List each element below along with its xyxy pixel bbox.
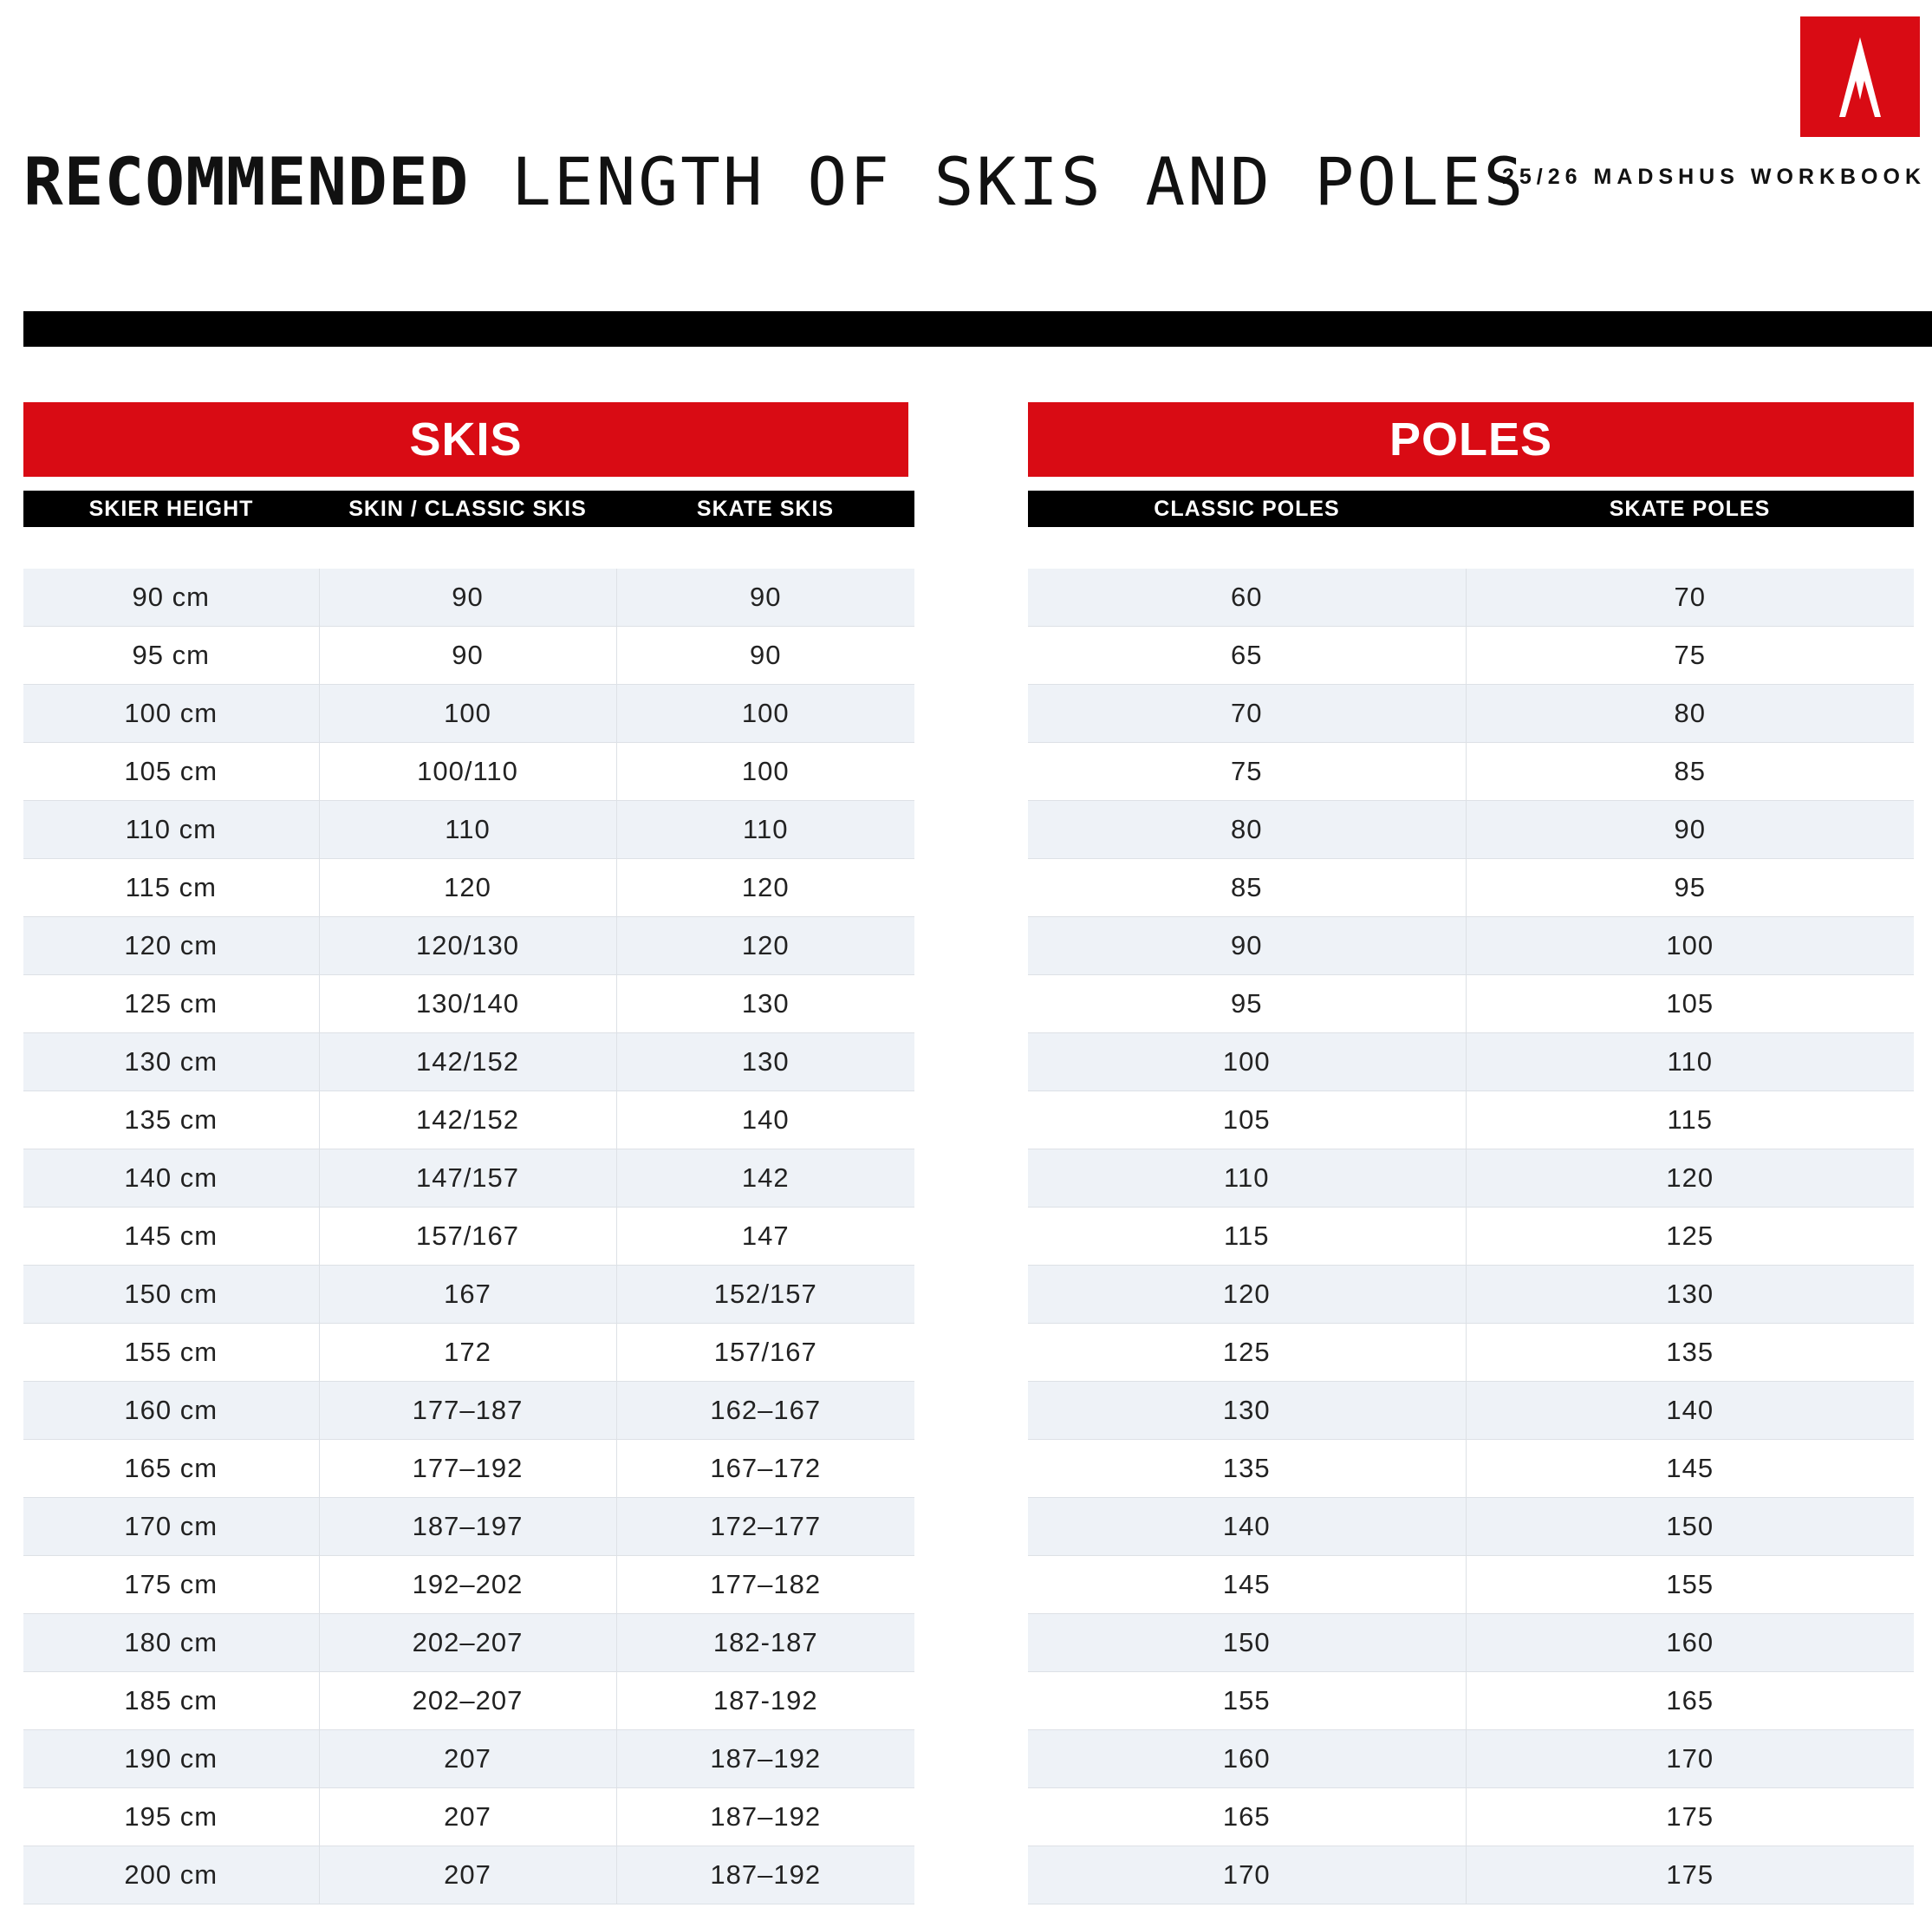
poles-row [1028,917,1914,975]
poles-cell: 160 [1466,1614,1914,1672]
poles-table-body [1028,569,1914,1904]
poles-row [1028,685,1914,743]
poles-row [1028,1324,1914,1382]
skis-cell: 120 [616,917,914,975]
skis-cell: 125 cm [23,975,319,1033]
skis-cell: 130 [616,975,914,1033]
skis-cell: 195 cm [23,1788,319,1846]
skis-row [23,1846,914,1904]
skis-cell: 90 [616,569,914,627]
poles-cell: 120 [1028,1266,1466,1324]
poles-row [1028,1208,1914,1266]
poles-row [1028,1556,1914,1614]
poles-cell: 70 [1028,685,1466,743]
skis-row [23,1556,914,1614]
poles-cell: 160 [1028,1730,1466,1788]
skis-cell: 200 cm [23,1846,319,1904]
skis-cell: 187-192 [616,1672,914,1730]
skis-cell: 142/152 [319,1033,616,1091]
poles-panel [1028,402,1914,1904]
skis-cell: 100 [616,743,914,801]
poles-cell: 150 [1466,1498,1914,1556]
poles-cell: 170 [1466,1730,1914,1788]
skis-cell: 177–182 [616,1556,914,1614]
poles-cell: 110 [1028,1149,1466,1208]
poles-table [1028,569,1914,1904]
skis-row [23,1324,914,1382]
skis-cell: 110 [319,801,616,859]
skis-cell: 175 cm [23,1556,319,1614]
poles-cell: 125 [1466,1208,1914,1266]
poles-row [1028,743,1914,801]
poles-row [1028,1382,1914,1440]
skis-cell: 142/152 [319,1091,616,1149]
poles-cell: 85 [1028,859,1466,917]
poles-cell: 165 [1028,1788,1466,1846]
skis-cell: 192–202 [319,1556,616,1614]
poles-row [1028,859,1914,917]
skis-row [23,1149,914,1208]
poles-row [1028,801,1914,859]
skis-row [23,1382,914,1440]
skis-cell: 100 [319,685,616,743]
skis-cell: 150 cm [23,1266,319,1324]
skis-row [23,859,914,917]
poles-cell: 60 [1028,569,1466,627]
skis-row [23,801,914,859]
skis-cell: 170 cm [23,1498,319,1556]
poles-cell: 110 [1466,1033,1914,1091]
skis-row [23,1672,914,1730]
skis-row [23,1266,914,1324]
poles-cell: 120 [1466,1149,1914,1208]
skis-cell: 177–187 [319,1382,616,1440]
poles-row [1028,975,1914,1033]
poles-cell: 95 [1466,859,1914,917]
skis-cell: 130 [616,1033,914,1091]
poles-header-skate: SKATE POLES [1609,496,1771,521]
poles-cell: 140 [1028,1498,1466,1556]
poles-cell: 115 [1028,1208,1466,1266]
skis-cell: 90 [319,627,616,685]
skis-title: SKIS [23,402,908,477]
skis-cell: 187–192 [616,1788,914,1846]
skis-cell: 105 cm [23,743,319,801]
skis-row [23,627,914,685]
skis-row [23,917,914,975]
poles-cell: 125 [1028,1324,1466,1382]
poles-cell: 100 [1466,917,1914,975]
poles-cell: 170 [1028,1846,1466,1904]
madshus-m-icon [1800,16,1920,137]
poles-cell: 65 [1028,627,1466,685]
skis-cell: 160 cm [23,1382,319,1440]
skis-cell: 90 cm [23,569,319,627]
skis-cell: 180 cm [23,1614,319,1672]
poles-row [1028,1846,1914,1904]
skis-cell: 167 [319,1266,616,1324]
skis-row [23,685,914,743]
poles-cell: 85 [1466,743,1914,801]
skis-cell: 145 cm [23,1208,319,1266]
poles-row [1028,1266,1914,1324]
skis-row [23,569,914,627]
skis-cell: 100 [616,685,914,743]
poles-cell: 130 [1466,1266,1914,1324]
poles-cell: 155 [1466,1556,1914,1614]
workbook-label: 25/26 MADSHUS WORKBOOK [1502,165,1926,189]
poles-cell: 150 [1028,1614,1466,1672]
poles-cell: 75 [1466,627,1914,685]
poles-cell: 100 [1028,1033,1466,1091]
page-title-bold: RECOMMENDED [23,143,470,220]
skis-cell: 142 [616,1149,914,1208]
skis-cell: 157/167 [616,1324,914,1382]
skis-cell: 100 cm [23,685,319,743]
poles-header-classic: CLASSIC POLES [1154,496,1340,521]
poles-cell: 175 [1466,1846,1914,1904]
skis-cell: 135 cm [23,1091,319,1149]
skis-row [23,1788,914,1846]
poles-cell: 135 [1466,1324,1914,1382]
skis-cell: 162–167 [616,1382,914,1440]
skis-header-classic: SKIN / CLASSIC SKIS [348,496,587,521]
skis-column-headers [23,491,914,527]
poles-row [1028,1788,1914,1846]
poles-row [1028,1091,1914,1149]
poles-row [1028,1149,1914,1208]
poles-cell: 80 [1466,685,1914,743]
skis-cell: 110 cm [23,801,319,859]
skis-panel [23,402,914,1904]
skis-cell: 187–192 [616,1730,914,1788]
poles-cell: 175 [1466,1788,1914,1846]
skis-cell: 130 cm [23,1033,319,1091]
skis-cell: 165 cm [23,1440,319,1498]
skis-cell: 95 cm [23,627,319,685]
skis-cell: 120 [319,859,616,917]
poles-cell: 80 [1028,801,1466,859]
skis-table-body [23,569,914,1904]
skis-row [23,975,914,1033]
skis-row [23,1208,914,1266]
skis-cell: 110 [616,801,914,859]
skis-cell: 157/167 [319,1208,616,1266]
skis-header-skate: SKATE SKIS [696,496,835,521]
skis-cell: 152/157 [616,1266,914,1324]
poles-cell: 90 [1028,917,1466,975]
poles-cell: 145 [1028,1556,1466,1614]
skis-cell: 100/110 [319,743,616,801]
skis-cell: 130/140 [319,975,616,1033]
skis-cell: 120 cm [23,917,319,975]
skis-cell: 187–197 [319,1498,616,1556]
skis-cell: 90 [616,627,914,685]
skis-cell: 187–192 [616,1846,914,1904]
skis-header-skier-height: SKIER HEIGHT [88,496,254,521]
page-title [23,144,1525,220]
skis-row [23,1614,914,1672]
skis-cell: 207 [319,1846,616,1904]
skis-cell: 190 cm [23,1730,319,1788]
poles-cell: 75 [1028,743,1466,801]
poles-cell: 115 [1466,1091,1914,1149]
header-divider [23,311,1932,347]
skis-cell: 140 [616,1091,914,1149]
skis-cell: 172–177 [616,1498,914,1556]
poles-cell: 105 [1466,975,1914,1033]
skis-cell: 207 [319,1788,616,1846]
skis-cell: 177–192 [319,1440,616,1498]
poles-cell: 145 [1466,1440,1914,1498]
poles-cell: 105 [1028,1091,1466,1149]
skis-row [23,1730,914,1788]
skis-cell: 185 cm [23,1672,319,1730]
poles-row [1028,569,1914,627]
skis-cell: 147 [616,1208,914,1266]
poles-cell: 130 [1028,1382,1466,1440]
poles-cell: 140 [1466,1382,1914,1440]
skis-cell: 147/157 [319,1149,616,1208]
skis-cell: 140 cm [23,1149,319,1208]
skis-row [23,1498,914,1556]
skis-cell: 172 [319,1324,616,1382]
poles-row [1028,627,1914,685]
madshus-logo-icon [1800,16,1920,137]
skis-cell: 115 cm [23,859,319,917]
skis-cell: 167–172 [616,1440,914,1498]
poles-row [1028,1730,1914,1788]
skis-cell: 182-187 [616,1614,914,1672]
poles-row [1028,1614,1914,1672]
skis-row [23,1440,914,1498]
poles-cell: 135 [1028,1440,1466,1498]
poles-row [1028,1498,1914,1556]
poles-column-headers [1028,491,1914,527]
skis-cell: 90 [319,569,616,627]
poles-row [1028,1033,1914,1091]
skis-table [23,569,914,1904]
poles-cell: 90 [1466,801,1914,859]
skis-cell: 202–207 [319,1614,616,1672]
poles-cell: 165 [1466,1672,1914,1730]
poles-row [1028,1440,1914,1498]
poles-cell: 70 [1466,569,1914,627]
page-title-rest: LENGTH OF SKIS AND POLES [511,143,1526,220]
skis-cell: 207 [319,1730,616,1788]
poles-cell: 155 [1028,1672,1466,1730]
poles-row [1028,1672,1914,1730]
skis-cell: 202–207 [319,1672,616,1730]
skis-row [23,1033,914,1091]
skis-cell: 120 [616,859,914,917]
skis-cell: 120/130 [319,917,616,975]
skis-row [23,743,914,801]
skis-cell: 155 cm [23,1324,319,1382]
skis-row [23,1091,914,1149]
poles-cell: 95 [1028,975,1466,1033]
poles-title: POLES [1028,402,1914,477]
